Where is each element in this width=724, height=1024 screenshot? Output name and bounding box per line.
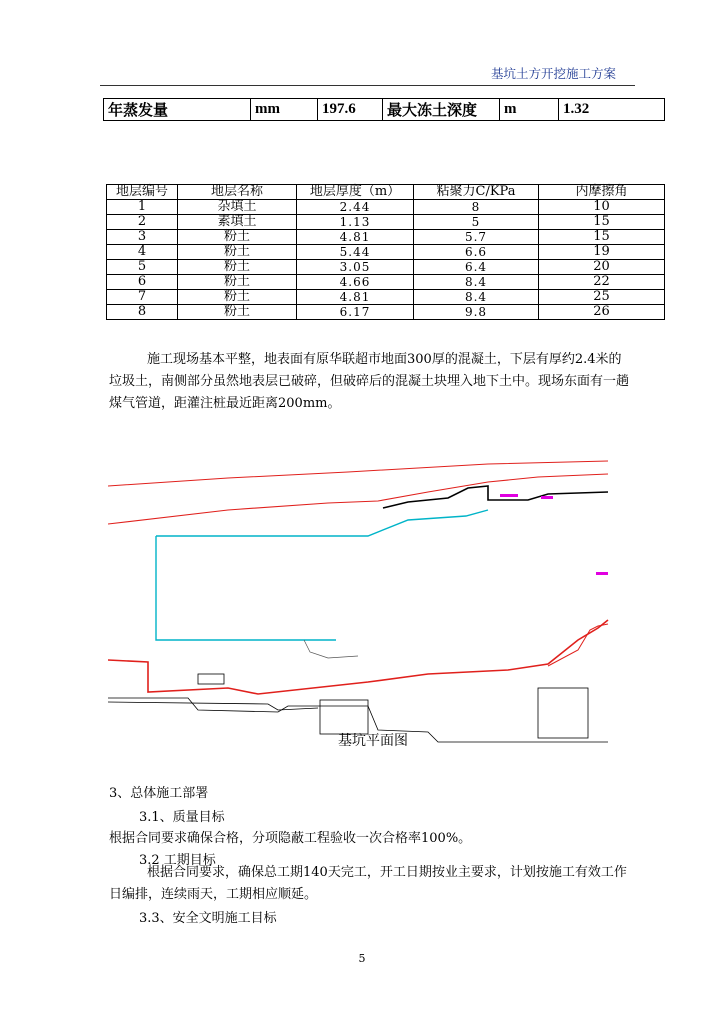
section-3-2-text: 根据合同要求，确保总工期140天完工，开工日期按业主要求，计划按施工有效工作日编排，连续雨天，工期相应顺延。 bbox=[109, 865, 627, 902]
plan-red-line-top bbox=[108, 461, 608, 486]
evaporation-label: 年蒸发量 bbox=[104, 99, 251, 121]
soil-cell-cohesion: 8.4 bbox=[414, 275, 539, 290]
col-cohesion: 粘聚力C/KPa bbox=[414, 185, 539, 200]
soil-cell-friction-angle: 15 bbox=[539, 215, 665, 230]
site-paragraph: 施工现场基本平整，地表面有原华联超市地面300厚的混凝土，下层有厚约2.4米的垃圾土，南侧部分虽然地表层已破碎，但破碎后的混凝土块埋入地下土中。现场东面有一趟煤气管道，距灌注桩最近距离200mm。 bbox=[109, 352, 630, 411]
soil-row bbox=[107, 200, 665, 215]
soil-cell-thickness: 6.17 bbox=[297, 305, 414, 320]
plan-pit-wall-top bbox=[383, 486, 608, 508]
header-title: 基坑土方开挖施工方案 bbox=[490, 66, 616, 81]
soil-cell-friction-angle: 25 bbox=[539, 290, 665, 305]
plan-building-block-1 bbox=[320, 700, 368, 734]
header-rule bbox=[100, 85, 635, 86]
soil-cell-friction-angle: 20 bbox=[539, 260, 665, 275]
soil-row bbox=[107, 290, 665, 305]
soil-cell-cohesion: 6.4 bbox=[414, 260, 539, 275]
section-3-1-title: 3.1、质量目标 bbox=[139, 810, 225, 825]
soil-cell-thickness: 4.66 bbox=[297, 275, 414, 290]
soil-row bbox=[107, 275, 665, 290]
soil-cell-layer-no: 5 bbox=[107, 260, 178, 275]
soil-cell-layer-no: 7 bbox=[107, 290, 178, 305]
soil-cell-layer-no: 2 bbox=[107, 215, 178, 230]
col-thickness: 地层厚度（m） bbox=[297, 185, 414, 200]
figure-caption: 基坑平面图 bbox=[338, 733, 408, 749]
soil-cell-layer-no: 1 bbox=[107, 200, 178, 215]
plan-inner-curve bbox=[304, 640, 358, 658]
soil-cell-friction-angle: 22 bbox=[539, 275, 665, 290]
plan-magenta-mark-1 bbox=[500, 494, 518, 497]
soil-cell-layer-name: 粉土 bbox=[178, 260, 297, 275]
soil-row bbox=[107, 260, 665, 275]
soil-cell-layer-name: 粉土 bbox=[178, 230, 297, 245]
plan-building-block-2 bbox=[538, 688, 588, 738]
plan-red-line-lower bbox=[108, 620, 608, 694]
plan-magenta-mark-2 bbox=[541, 496, 553, 499]
soil-cell-friction-angle: 15 bbox=[539, 230, 665, 245]
soil-row bbox=[107, 305, 665, 320]
soil-cell-layer-name: 粉土 bbox=[178, 305, 297, 320]
soil-row bbox=[107, 230, 665, 245]
plan-red-line-east bbox=[548, 624, 608, 666]
soil-cell-layer-no: 3 bbox=[107, 230, 178, 245]
plan-cyan-outline-top bbox=[156, 510, 488, 536]
section-3-2-title: 3.2 工期目标 bbox=[139, 853, 216, 868]
soil-cell-layer-no: 6 bbox=[107, 275, 178, 290]
climate-table bbox=[103, 98, 665, 121]
frost-depth-value: 1.32 bbox=[559, 99, 665, 121]
soil-cell-layer-name: 素填土 bbox=[178, 215, 297, 230]
soil-cell-cohesion: 9.8 bbox=[414, 305, 539, 320]
col-friction-angle: 内摩擦角 bbox=[539, 185, 665, 200]
plan-building-block-3 bbox=[198, 674, 224, 684]
frost-depth-label: 最大冻土深度 bbox=[383, 99, 500, 121]
col-layer-name: 地层名称 bbox=[178, 185, 297, 200]
soil-header-row bbox=[107, 185, 665, 200]
evaporation-unit: mm bbox=[251, 99, 318, 121]
soil-cell-cohesion: 8.4 bbox=[414, 290, 539, 305]
soil-cell-thickness: 4.81 bbox=[297, 290, 414, 305]
page-number: 5 bbox=[358, 952, 366, 965]
section-3-1-text: 根据合同要求确保合格，分项隐蔽工程验收一次合格率100%。 bbox=[109, 831, 472, 846]
soil-row bbox=[107, 245, 665, 260]
soil-cell-layer-name: 粉土 bbox=[178, 245, 297, 260]
soil-cell-thickness: 5.44 bbox=[297, 245, 414, 260]
evaporation-value: 197.6 bbox=[318, 99, 383, 121]
soil-cell-cohesion: 6.6 bbox=[414, 245, 539, 260]
soil-table bbox=[106, 184, 665, 320]
soil-cell-layer-name: 粉土 bbox=[178, 290, 297, 305]
soil-cell-layer-no: 8 bbox=[107, 305, 178, 320]
soil-cell-thickness: 1.13 bbox=[297, 215, 414, 230]
section-3-3-title: 3.3、安全文明施工目标 bbox=[139, 911, 277, 926]
plan-magenta-mark-3 bbox=[596, 572, 608, 575]
section-3-title: 3、总体施工部署 bbox=[109, 786, 209, 801]
soil-row bbox=[107, 215, 665, 230]
soil-cell-friction-angle: 19 bbox=[539, 245, 665, 260]
climate-row bbox=[104, 99, 665, 121]
plan-cyan-outline bbox=[156, 536, 336, 640]
soil-cell-layer-name: 杂填土 bbox=[178, 200, 297, 215]
soil-cell-thickness: 2.44 bbox=[297, 200, 414, 215]
soil-cell-friction-angle: 10 bbox=[539, 200, 665, 215]
plan-buildings-lower-2 bbox=[108, 702, 318, 710]
soil-cell-thickness: 4.81 bbox=[297, 230, 414, 245]
soil-cell-friction-angle: 26 bbox=[539, 305, 665, 320]
soil-cell-layer-name: 粉土 bbox=[178, 275, 297, 290]
pit-plan-drawing bbox=[108, 460, 610, 755]
soil-cell-cohesion: 5 bbox=[414, 215, 539, 230]
soil-cell-thickness: 3.05 bbox=[297, 260, 414, 275]
soil-cell-layer-no: 4 bbox=[107, 245, 178, 260]
soil-cell-cohesion: 5.7 bbox=[414, 230, 539, 245]
frost-depth-unit: m bbox=[500, 99, 559, 121]
col-layer-no: 地层编号 bbox=[107, 185, 178, 200]
soil-cell-cohesion: 8 bbox=[414, 200, 539, 215]
